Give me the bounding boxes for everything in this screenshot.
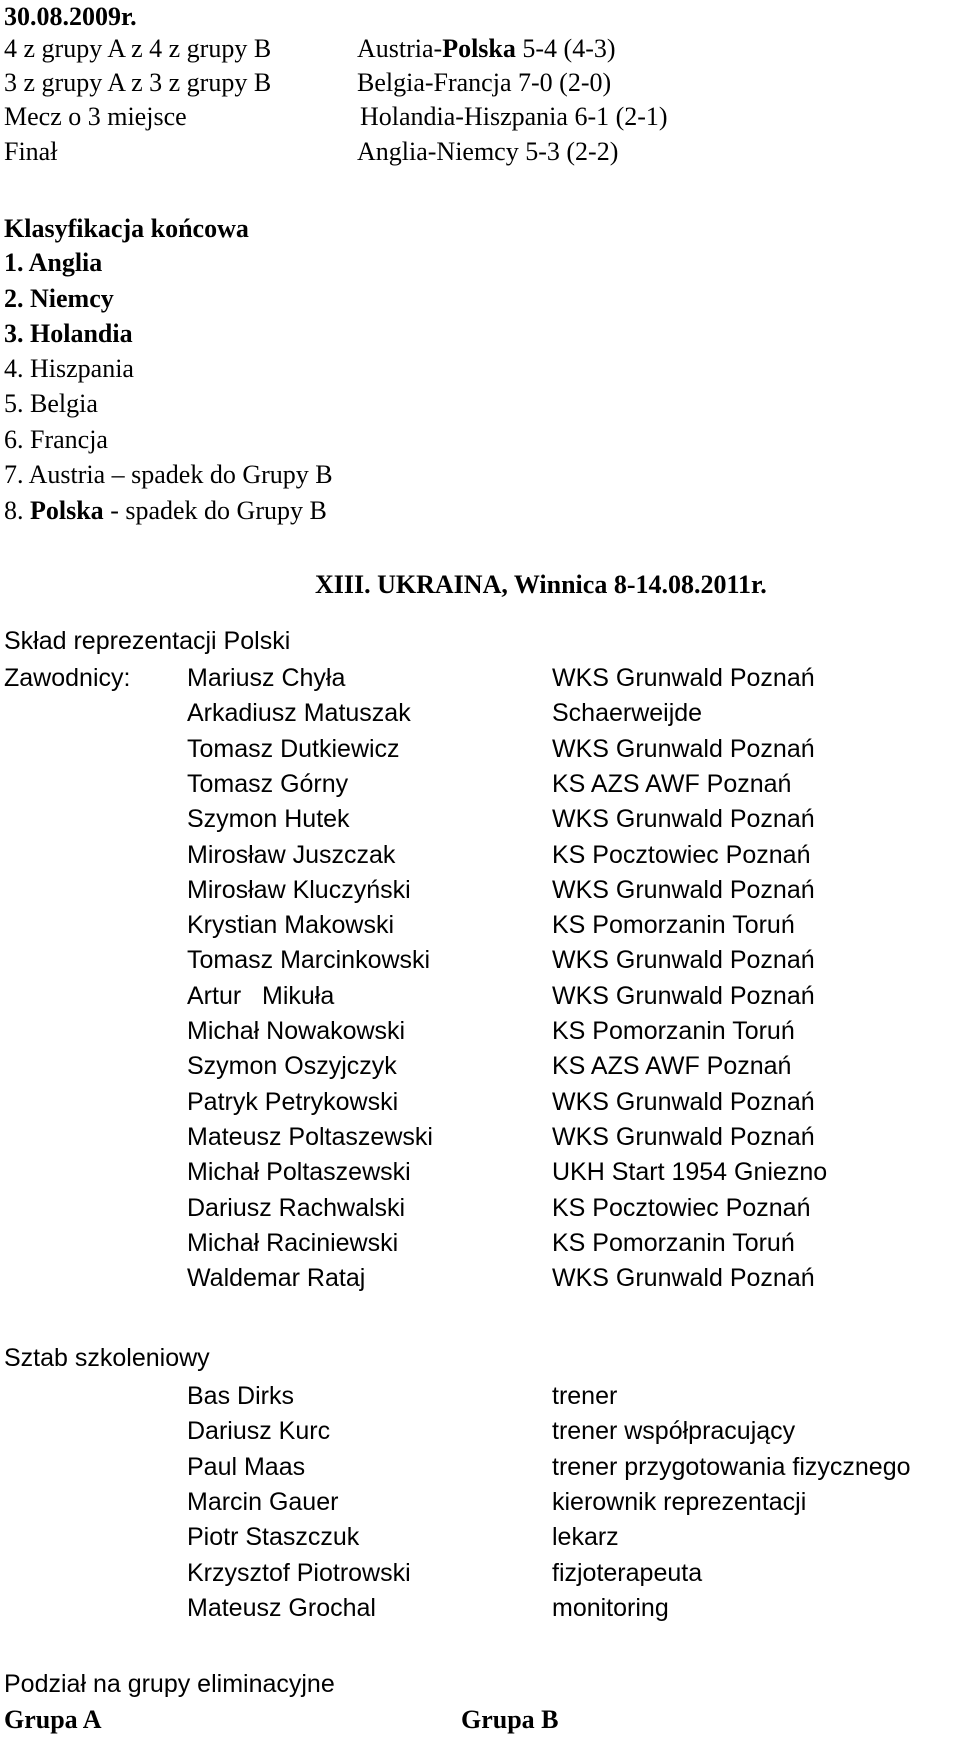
staff-role: fizjoterapeuta bbox=[552, 1559, 703, 1587]
player-club: WKS Grunwald Poznań bbox=[552, 1088, 815, 1116]
place-number: 5. bbox=[4, 389, 24, 418]
match-stage: Mecz o 3 miejsce bbox=[4, 102, 187, 131]
player-club: Schaerweijde bbox=[552, 699, 703, 727]
player-name: Krystian Makowski bbox=[187, 911, 394, 939]
classification-place bbox=[4, 286, 114, 312]
player-name: Arkadiusz Matuszak bbox=[187, 699, 411, 727]
player-name: Mirosław Juszczak bbox=[187, 841, 396, 869]
player-club: KS Pomorzanin Toruń bbox=[552, 1229, 795, 1257]
place-number: 4. bbox=[4, 354, 24, 383]
place-note: – spadek do Grupy B bbox=[111, 460, 333, 489]
place-team: Francja bbox=[30, 425, 108, 454]
staff-role: trener bbox=[552, 1382, 618, 1410]
player-club: WKS Grunwald Poznań bbox=[552, 1264, 815, 1292]
match-teams: Holandia-Hiszpania bbox=[360, 102, 568, 131]
staff-name: Paul Maas bbox=[187, 1453, 306, 1481]
player-club: WKS Grunwald Poznań bbox=[552, 1123, 815, 1151]
place-number: 1. bbox=[4, 248, 24, 277]
match-team-highlight: Polska bbox=[442, 34, 516, 63]
player-club: WKS Grunwald Poznań bbox=[552, 664, 815, 692]
place-number: 3. bbox=[4, 319, 24, 348]
player-club: KS Pomorzanin Toruń bbox=[552, 1017, 795, 1045]
staff-role: kierownik reprezentacji bbox=[552, 1488, 807, 1516]
match-score: 6-1 (2-1) bbox=[574, 102, 668, 131]
match-score: 7-0 (2-0) bbox=[518, 68, 612, 97]
place-team: Polska bbox=[30, 496, 104, 525]
match-score: 5-4 (4-3) bbox=[522, 34, 616, 63]
player-club: KS Pomorzanin Toruń bbox=[552, 911, 795, 939]
player-name: Tomasz Marcinkowski bbox=[187, 946, 431, 974]
classification-place bbox=[4, 498, 327, 524]
groups-title: Podział na grupy eliminacyjne bbox=[4, 1670, 335, 1698]
player-club: KS AZS AWF Poznań bbox=[552, 1052, 792, 1080]
place-team: Holandia bbox=[30, 319, 133, 348]
squad-title: Skład reprezentacji Polski bbox=[4, 627, 291, 655]
classification-place bbox=[4, 250, 102, 276]
player-club: WKS Grunwald Poznań bbox=[552, 735, 815, 763]
place-team: Belgia bbox=[30, 389, 98, 418]
player-name: Szymon Oszyjczyk bbox=[187, 1052, 397, 1080]
match-teams: Anglia-Niemcy bbox=[357, 137, 519, 166]
match-result bbox=[357, 139, 618, 165]
player-name: Artur Mikuła bbox=[187, 982, 335, 1010]
player-name: Michał Poltaszewski bbox=[187, 1158, 411, 1186]
player-name: Dariusz Rachwalski bbox=[187, 1194, 406, 1222]
staff-name: Piotr Staszczuk bbox=[187, 1523, 360, 1551]
player-club: WKS Grunwald Poznań bbox=[552, 946, 815, 974]
player-name: Tomasz Dutkiewicz bbox=[187, 735, 400, 763]
player-name: Michał Nowakowski bbox=[187, 1017, 406, 1045]
classification-place bbox=[4, 427, 108, 453]
player-club: KS Pocztowiec Poznań bbox=[552, 1194, 811, 1222]
player-name: Mateusz Poltaszewski bbox=[187, 1123, 433, 1151]
staff-name: Dariusz Kurc bbox=[187, 1417, 331, 1445]
match-stage: 3 z grupy A z 3 z grupy B bbox=[4, 68, 272, 97]
players-label: Zawodnicy: bbox=[4, 664, 131, 692]
classification-place bbox=[4, 356, 134, 382]
place-number: 7. bbox=[4, 460, 24, 489]
staff-role: monitoring bbox=[552, 1594, 669, 1622]
classification-place bbox=[4, 391, 98, 417]
place-team: Anglia bbox=[28, 248, 103, 277]
tournament-heading: XIII. UKRAINA, Winnica 8-14.08.2011r. bbox=[315, 570, 767, 599]
staff-role: trener przygotowania fizycznego bbox=[552, 1453, 911, 1481]
staff-name: Mateusz Grochal bbox=[187, 1594, 376, 1622]
staff-role: trener współpracujący bbox=[552, 1417, 796, 1445]
player-club: WKS Grunwald Poznań bbox=[552, 805, 815, 833]
place-team: Hiszpania bbox=[30, 354, 134, 383]
player-club: UKH Start 1954 Gniezno bbox=[552, 1158, 828, 1186]
staff-title: Sztab szkoleniowy bbox=[4, 1344, 210, 1372]
place-number: 2. bbox=[4, 284, 24, 313]
match-teams: Belgia-Francja bbox=[357, 68, 512, 97]
player-name: Mariusz Chyła bbox=[187, 664, 346, 692]
staff-name: Krzysztof Piotrowski bbox=[187, 1559, 411, 1587]
place-team: Austria bbox=[28, 460, 106, 489]
staff-name: Bas Dirks bbox=[187, 1382, 294, 1410]
match-stage: Finał bbox=[4, 137, 58, 166]
player-club: KS AZS AWF Poznań bbox=[552, 770, 792, 798]
player-name: Mirosław Kluczyński bbox=[187, 876, 411, 904]
group-a-label: Grupa A bbox=[4, 1705, 102, 1734]
match-result bbox=[357, 70, 611, 96]
place-number: 6. bbox=[4, 425, 24, 454]
staff-name: Marcin Gauer bbox=[187, 1488, 339, 1516]
player-club: WKS Grunwald Poznań bbox=[552, 876, 815, 904]
place-note: - spadek do Grupy B bbox=[110, 496, 327, 525]
player-club: KS Pocztowiec Poznań bbox=[552, 841, 811, 869]
classification-place bbox=[4, 462, 333, 488]
player-name: Patryk Petrykowski bbox=[187, 1088, 399, 1116]
date-heading: 30.08.2009r. bbox=[4, 2, 137, 31]
classification-place bbox=[4, 321, 133, 347]
player-name: Szymon Hutek bbox=[187, 805, 350, 833]
match-result bbox=[360, 104, 668, 130]
match-teams: Austria- bbox=[357, 34, 443, 63]
player-name: Tomasz Górny bbox=[187, 770, 349, 798]
place-number: 8. bbox=[4, 496, 24, 525]
match-stage: 4 z grupy A z 4 z grupy B bbox=[4, 34, 272, 63]
player-name: Waldemar Rataj bbox=[187, 1264, 366, 1292]
match-result bbox=[357, 36, 616, 62]
player-name: Michał Raciniewski bbox=[187, 1229, 399, 1257]
group-b-label: Grupa B bbox=[461, 1705, 559, 1734]
match-score: 5-3 (2-2) bbox=[525, 137, 619, 166]
classification-title: Klasyfikacja końcowa bbox=[4, 214, 249, 243]
staff-role: lekarz bbox=[552, 1523, 619, 1551]
player-club: WKS Grunwald Poznań bbox=[552, 982, 815, 1010]
place-team: Niemcy bbox=[30, 284, 114, 313]
